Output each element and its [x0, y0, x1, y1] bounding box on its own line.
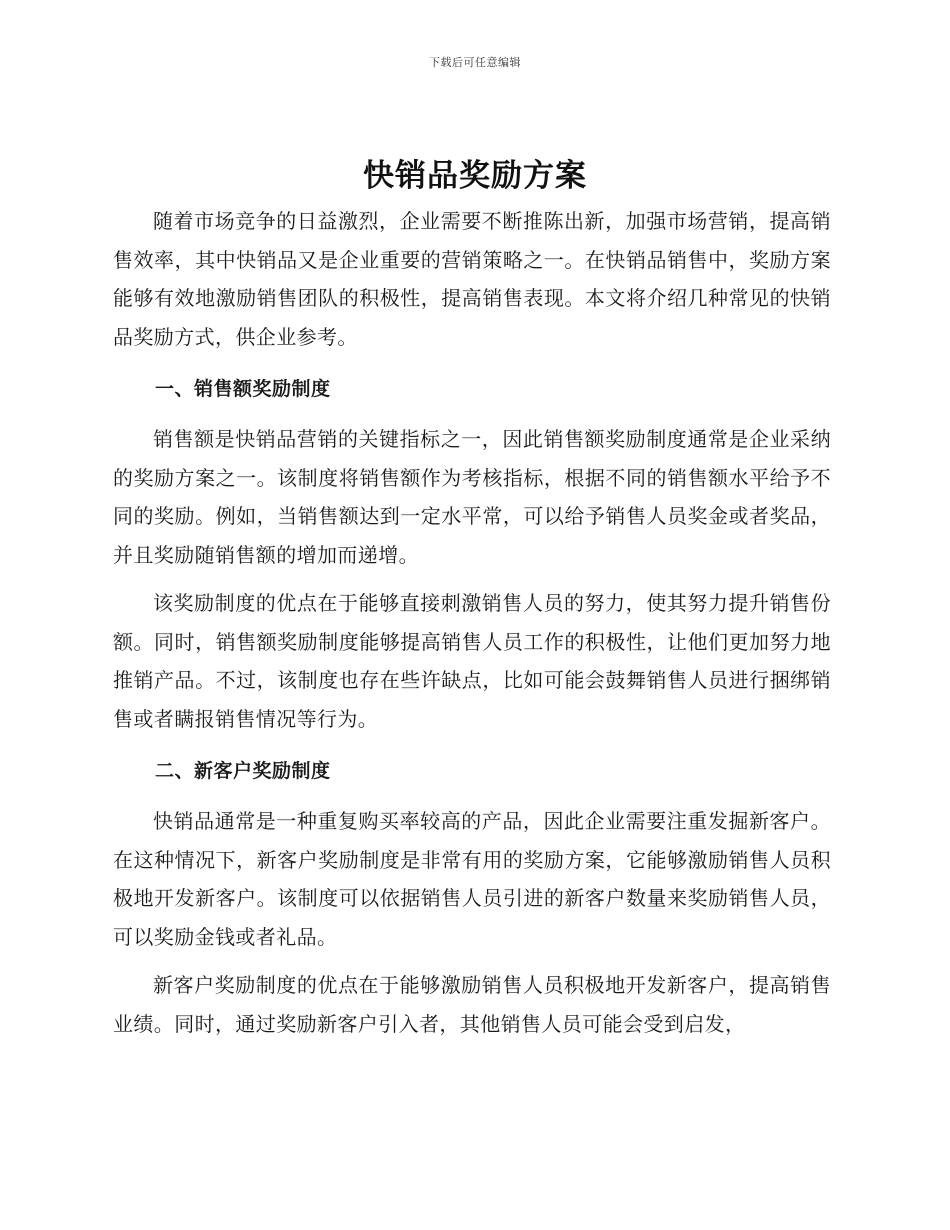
- section-paragraph: 销售额是快销品营销的关键指标之一，因此销售额奖励制度通常是企业采纳的奖励方案之一。该制度将销售额作为考核指标，根据不同的销售额水平给予不同的奖励。例如，当销售额达到一定水平常，可以给予销售人员奖金或者奖品，并且奖励随销售额的增加而递增。: [113, 427, 831, 567]
- section-heading-new-customer: 二、新客户奖励制度: [155, 760, 331, 782]
- document-title: 快销品奖励方案: [363, 158, 587, 194]
- section-heading-sales: 一、销售额奖励制度: [155, 378, 331, 400]
- section-paragraph: 快销品通常是一种重复购买率较高的产品，因此企业需要注重发掘新客户。在这种情况下，新客户奖励制度是非常有用的奖励方案，它能够激励销售人员积极地开发新客户。该制度可以依据销售人员引进的新客户数量来奖励销售人员，可以奖励金钱或者礼品。: [113, 809, 831, 949]
- header-note: 下载后可任意编辑: [429, 56, 521, 69]
- document-body: [113, 202, 831, 1043]
- section-paragraph: 该奖励制度的优点在于能够直接刺激销售人员的努力，使其努力提升销售份额。同时，销售额奖励制度能够提高销售人员工作的积极性，让他们更加努力地推销产品。不过，该制度也存在些许缺点，比如可能会鼓舞销售人员进行捆绑销售或者瞒报销售情况等行为。: [113, 591, 831, 731]
- section-paragraph: 新客户奖励制度的优点在于能够激励销售人员积极地开发新客户，提高销售业绩。同时，通过奖励新客户引入者，其他销售人员可能会受到启发，: [113, 973, 831, 1036]
- intro-paragraph: 随着市场竞争的日益激烈，企业需要不断推陈出新，加强市场营销，提高销售效率，其中快销品又是企业重要的营销策略之一。在快销品销售中，奖励方案能够有效地激励销售团队的积极性，提高销售表现。本文将介绍几种常见的快销品奖励方式，供企业参考。: [113, 209, 831, 349]
